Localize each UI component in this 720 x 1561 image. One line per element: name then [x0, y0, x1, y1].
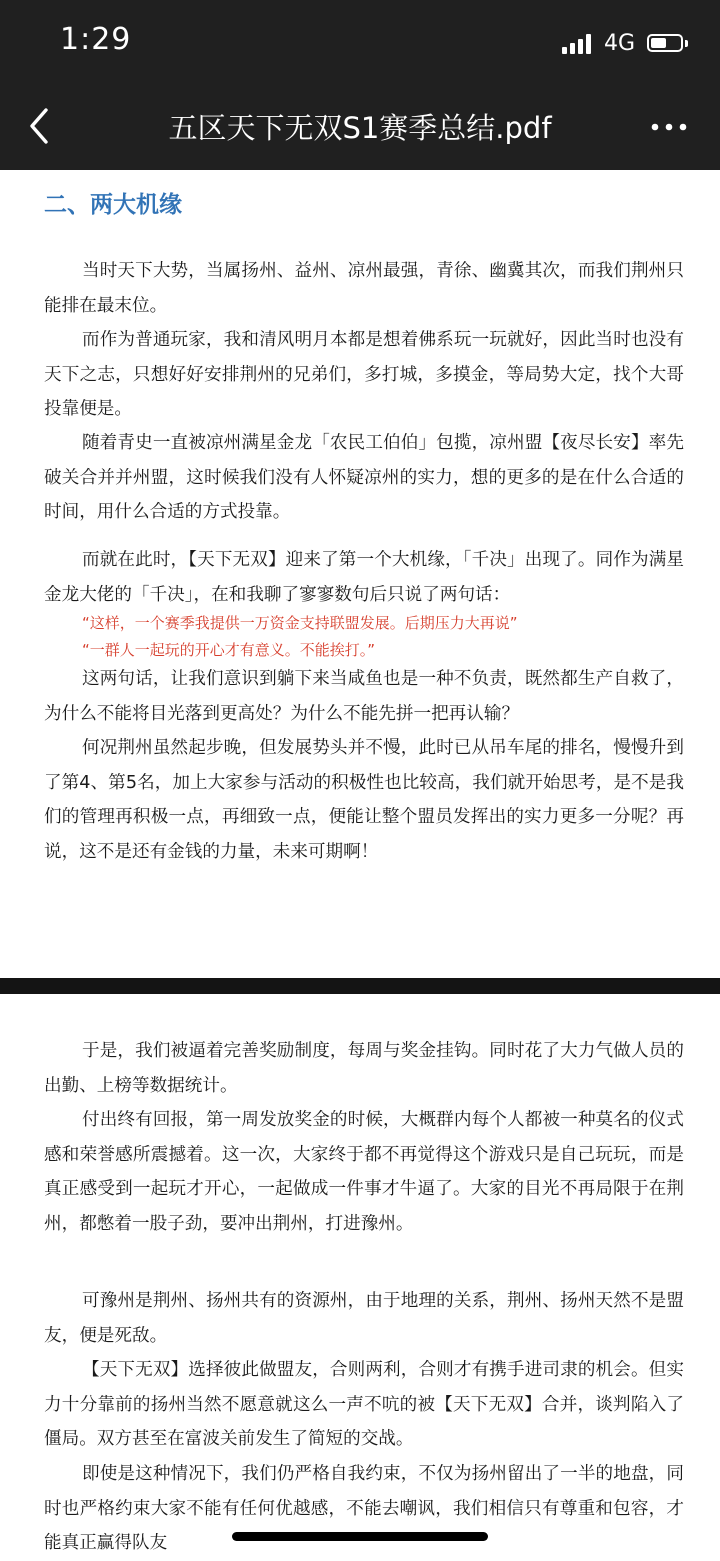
paragraph: 【天下无双】选择彼此做盟友，合则两利，合则才有携手进司隶的机会。但实力十分靠前的扬州当然不愿意就这么一声不吭的被【天下无双】合并，谈判陷入了僵局。双方甚至在富波关前发生了简短的交战。: [44, 1360, 684, 1449]
red-quote: “这样，一个赛季我提供一万资金支持联盟发展。后期压力大再说”: [82, 614, 518, 632]
page-separator: [0, 978, 720, 994]
paragraph: 这两句话，让我们意识到躺下来当咸鱼也是一种不负责，既然都生产自救了，为什么不能将目光落到更高处？为什么不能先拼一把再认输？: [44, 669, 684, 724]
chevron-left-icon: [22, 98, 62, 154]
battery-icon: [647, 34, 683, 52]
paragraph: 于是，我们被逼着完善奖励制度，每周与奖金挂钩。同时花了大力气做人员的出勤、上榜等数据统计。: [44, 1041, 684, 1096]
paragraph: 当时天下大势，当属扬州、益州、凉州最强，青徐、幽冀其次，而我们荆州只能排在最末位。: [44, 261, 684, 316]
back-button[interactable]: [22, 98, 62, 154]
red-quote: “一群人一起玩的开心才有意义。不能挨打。”: [82, 641, 376, 659]
paragraph: 即使是这种情况下，我们仍严格自我约束，不仅为扬州留出了一半的地盘，同时也严格约束大家不能有任何优越感，不能去嘲讽，我们相信只有尊重和包容，才能真正赢得队友: [44, 1464, 684, 1553]
home-indicator[interactable]: [232, 1532, 488, 1541]
paragraph: 何况荆州虽然起步晚，但发展势头并不慢，此时已从吊车尾的排名，慢慢升到了第4、第5名，加上大家参与活动的积极性也比较高，我们就开始思考，是不是我们的管理再积极一点，再细致一点，便能让整个盟员发挥出的实力更多一分呢？再说，这不是还有金钱的力量，未来可期啊！: [44, 738, 684, 862]
ellipsis-icon: [646, 98, 696, 154]
document-title: 五区天下无双S1赛季总结.pdf: [168, 111, 552, 145]
pdf-page-2: [0, 994, 720, 1559]
status-bar: [0, 0, 720, 86]
paragraph: 可豫州是荆州、扬州共有的资源州，由于地理的关系，荆州、扬州天然不是盟友，便是死敌。: [44, 1291, 684, 1346]
more-options-button[interactable]: [646, 98, 696, 154]
nav-bar: [0, 86, 720, 170]
pdf-page-1: [0, 170, 720, 978]
section-heading: 二、两大机缘: [44, 192, 182, 218]
paragraph: 随着青史一直被凉州满星金龙「农民工伯伯」包揽，凉州盟【夜尽长安】率先破关合并并州盟，这时候我们没有人怀疑凉州的实力，想的更多的是在什么合适的时间，用什么合适的方式投靠。: [44, 433, 684, 522]
paragraph: 而作为普通玩家，我和清风明月本都是想着佛系玩一玩就好，因此当时也没有天下之志，只想好好安排荆州的兄弟们，多打城，多摸金，等局势大定，找个大哥投靠便是。: [44, 330, 684, 419]
paragraph: 而就在此时，【天下无双】迎来了第一个大机缘，「千决」出现了。同作为满星金龙大佬的「千决」，在和我聊了寥寥数句后只说了两句话：: [44, 550, 684, 605]
paragraph: 付出终有回报，第一周发放奖金的时候，大概群内每个人都被一种莫名的仪式感和荣誉感所震撼着。这一次，大家终于都不再觉得这个游戏只是自己玩玩，而是真正感受到一起玩才开心，一起做成一件事才牛逼了。大家的目光不再局限于在荆州，都憋着一股子劲，要冲出荆州，打进豫州。: [44, 1110, 684, 1234]
signal-strength-icon: [562, 34, 592, 54]
battery-cap: [685, 40, 688, 47]
network-type: 4G: [604, 31, 636, 56]
status-time: 1:29: [60, 22, 132, 57]
